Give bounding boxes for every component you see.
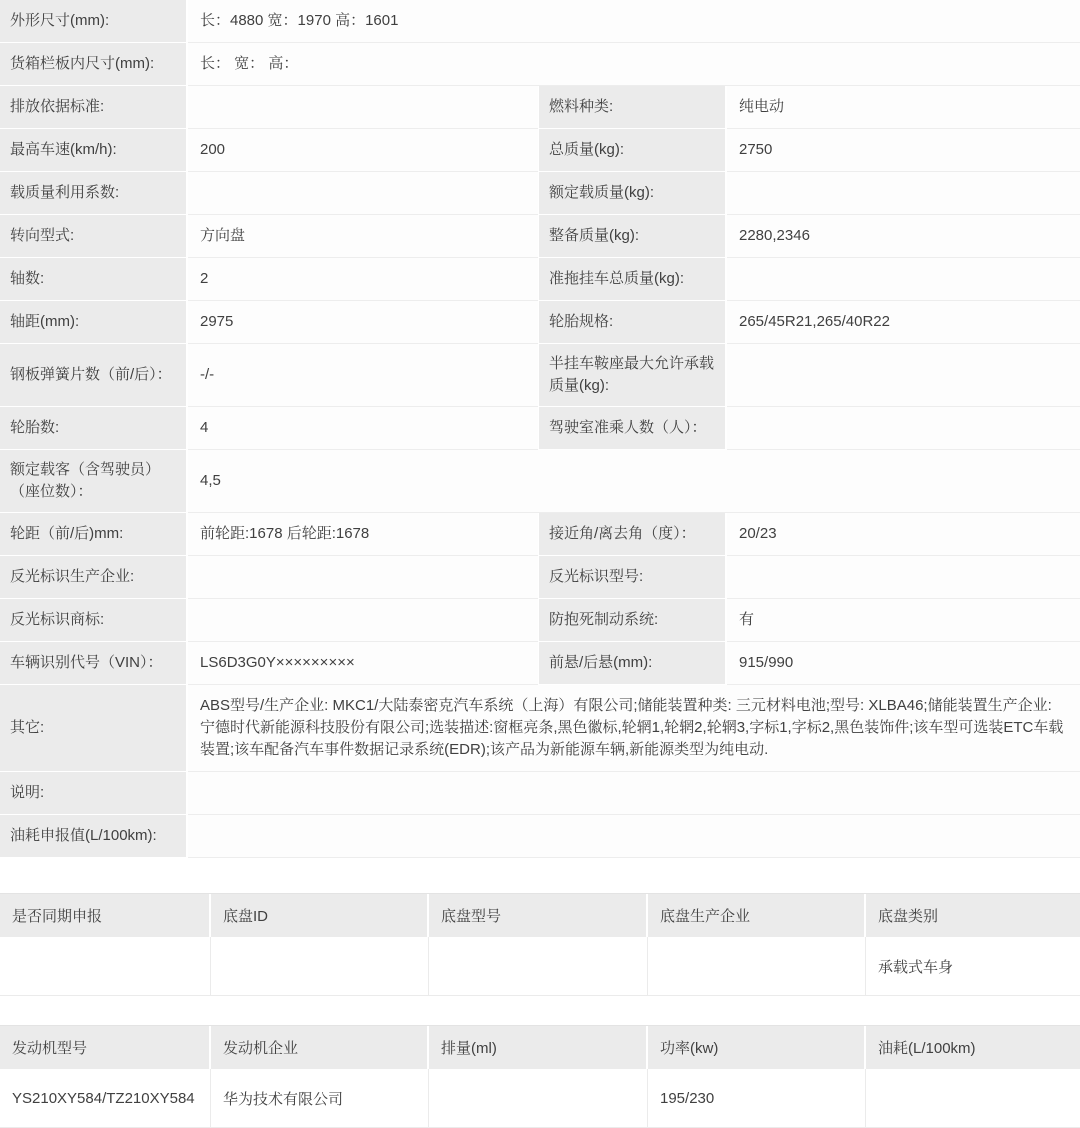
table-cell	[429, 937, 648, 995]
table-row-tire-count-cab-capacity	[0, 407, 1080, 450]
spec-value	[727, 172, 1080, 215]
spec-label: 前悬/后悬(mm):	[538, 642, 727, 685]
spec-value: 2280,2346	[727, 215, 1080, 258]
table-row-wheelbase-tires	[0, 301, 1080, 344]
column-header: 发动机企业	[211, 1026, 429, 1069]
spec-value: -/-	[188, 344, 538, 407]
spec-label: 排放依据标准:	[0, 86, 188, 129]
spec-value	[188, 599, 538, 642]
spec-value: 915/990	[727, 642, 1080, 685]
spec-label: 反光标识商标:	[0, 599, 188, 642]
engine-header-row	[0, 1025, 1080, 1069]
spec-label: 整备质量(kg):	[538, 215, 727, 258]
spec-label: 外形尺寸(mm):	[0, 0, 188, 43]
spec-label: 车辆识别代号（VIN）：	[0, 642, 188, 685]
chassis-header-row	[0, 893, 1080, 937]
table-row-reflective-brand-abs	[0, 599, 1080, 642]
spec-value: 2	[188, 258, 538, 301]
spec-value: 有	[727, 599, 1080, 642]
table-cell: 承载式车身	[866, 937, 1080, 995]
engine-table	[0, 1025, 1080, 1128]
spec-value	[188, 556, 538, 599]
spec-value	[188, 86, 538, 129]
column-header: 底盘生产企业	[648, 894, 866, 937]
column-header: 排量(ml)	[429, 1026, 648, 1069]
spec-label: 轮距（前/后)mm:	[0, 513, 188, 556]
table-row-track-approach-angle	[0, 513, 1080, 556]
table-row	[0, 1069, 1080, 1128]
table-row-seating-capacity	[0, 450, 1080, 513]
spec-value: 长： 宽： 高：	[188, 43, 1080, 86]
table-cell	[0, 937, 211, 995]
table-cell	[648, 937, 866, 995]
table-row-remarks	[0, 772, 1080, 815]
spec-value	[188, 815, 1080, 858]
spec-label: 反光标识型号:	[538, 556, 727, 599]
spec-value: 2975	[188, 301, 538, 344]
table-row-cargo-box-dimensions	[0, 43, 1080, 86]
column-header: 底盘ID	[211, 894, 429, 937]
column-header: 发动机型号	[0, 1026, 211, 1069]
spec-label: 反光标识生产企业:	[0, 556, 188, 599]
table-row-fuel-declared	[0, 815, 1080, 858]
spec-label: 驾驶室准乘人数（人）：	[538, 407, 727, 450]
spec-label: 其它:	[0, 685, 188, 772]
spec-label: 轮胎数:	[0, 407, 188, 450]
spec-value	[188, 172, 538, 215]
table-gap	[0, 996, 1080, 1025]
table-row-axles-trailer-mass	[0, 258, 1080, 301]
spec-label: 轴数:	[0, 258, 188, 301]
table-row-vin-overhang	[0, 642, 1080, 685]
spec-value: 4	[188, 407, 538, 450]
table-cell: 华为技术有限公司	[211, 1069, 429, 1127]
spec-label: 总质量(kg):	[538, 129, 727, 172]
table-cell	[211, 937, 429, 995]
table-row-load-factor	[0, 172, 1080, 215]
spec-label: 油耗申报值(L/100km):	[0, 815, 188, 858]
spec-label: 半挂车鞍座最大允许承载质量(kg):	[538, 344, 727, 407]
spec-label: 钢板弹簧片数（前/后）：	[0, 344, 188, 407]
spec-value	[727, 556, 1080, 599]
spec-label: 接近角/离去角（度）：	[538, 513, 727, 556]
column-header: 功率(kw)	[648, 1026, 866, 1069]
spec-label: 燃料种类:	[538, 86, 727, 129]
table-gap	[0, 858, 1080, 893]
table-row-overall-dimensions	[0, 0, 1080, 43]
spec-label: 防抱死制动系统:	[538, 599, 727, 642]
column-header: 底盘型号	[429, 894, 648, 937]
spec-label: 额定载质量(kg):	[538, 172, 727, 215]
spec-value: 4,5	[188, 450, 1080, 513]
spec-label: 额定载客（含驾驶员）（座位数）：	[0, 450, 188, 513]
spec-value: LS6D3G0Y×××××××××	[188, 642, 538, 685]
spec-value	[727, 344, 1080, 407]
spec-label: 转向型式:	[0, 215, 188, 258]
table-row-steering-curb-weight	[0, 215, 1080, 258]
spec-value: 20/23	[727, 513, 1080, 556]
spec-label: 最高车速(km/h):	[0, 129, 188, 172]
table-row-emission-fuel	[0, 86, 1080, 129]
table-row-springs-saddle	[0, 344, 1080, 407]
column-header: 底盘类别	[866, 894, 1080, 937]
spec-value: 2750	[727, 129, 1080, 172]
column-header: 是否同期申报	[0, 894, 211, 937]
spec-label: 载质量利用系数:	[0, 172, 188, 215]
chassis-table	[0, 893, 1080, 996]
spec-value: ABS型号/生产企业: MKC1/大陆泰密克汽车系统（上海）有限公司;储能装置种类: 三元材料电池;型号: XLBA46;储能装置生产企业: 宁德时代新能源科技股份有限公司;选装描述:窗框亮条,黑色徽标,轮辋1,轮辋2,轮辋3,字标1,字标2,黑色装饰件;该车型可选装ETC车载装置;该车配备汽车事件数据记录系统(EDR);该产品为新能源车辆,新能源类型为纯电动.	[188, 685, 1080, 772]
spec-value	[188, 772, 1080, 815]
spec-label: 说明:	[0, 772, 188, 815]
table-row-other	[0, 685, 1080, 772]
table-cell	[866, 1069, 1080, 1127]
spec-value: 200	[188, 129, 538, 172]
spec-label: 轴距(mm):	[0, 301, 188, 344]
spec-value	[727, 258, 1080, 301]
table-cell	[429, 1069, 648, 1127]
spec-label: 货箱栏板内尺寸(mm):	[0, 43, 188, 86]
table-row	[0, 937, 1080, 996]
spec-value: 前轮距:1678 后轮距:1678	[188, 513, 538, 556]
spec-value: 长：4880 宽：1970 高：1601	[188, 0, 1080, 43]
table-cell: YS210XY584/TZ210XY584	[0, 1069, 211, 1127]
table-cell: 195/230	[648, 1069, 866, 1127]
spec-label: 轮胎规格:	[538, 301, 727, 344]
column-header: 油耗(L/100km)	[866, 1026, 1080, 1069]
spec-value: 纯电动	[727, 86, 1080, 129]
spec-value: 265/45R21,265/40R22	[727, 301, 1080, 344]
table-row-reflective-producer-model	[0, 556, 1080, 599]
spec-value: 方向盘	[188, 215, 538, 258]
table-row-speed-mass	[0, 129, 1080, 172]
spec-value	[727, 407, 1080, 450]
spec-label: 准拖挂车总质量(kg):	[538, 258, 727, 301]
